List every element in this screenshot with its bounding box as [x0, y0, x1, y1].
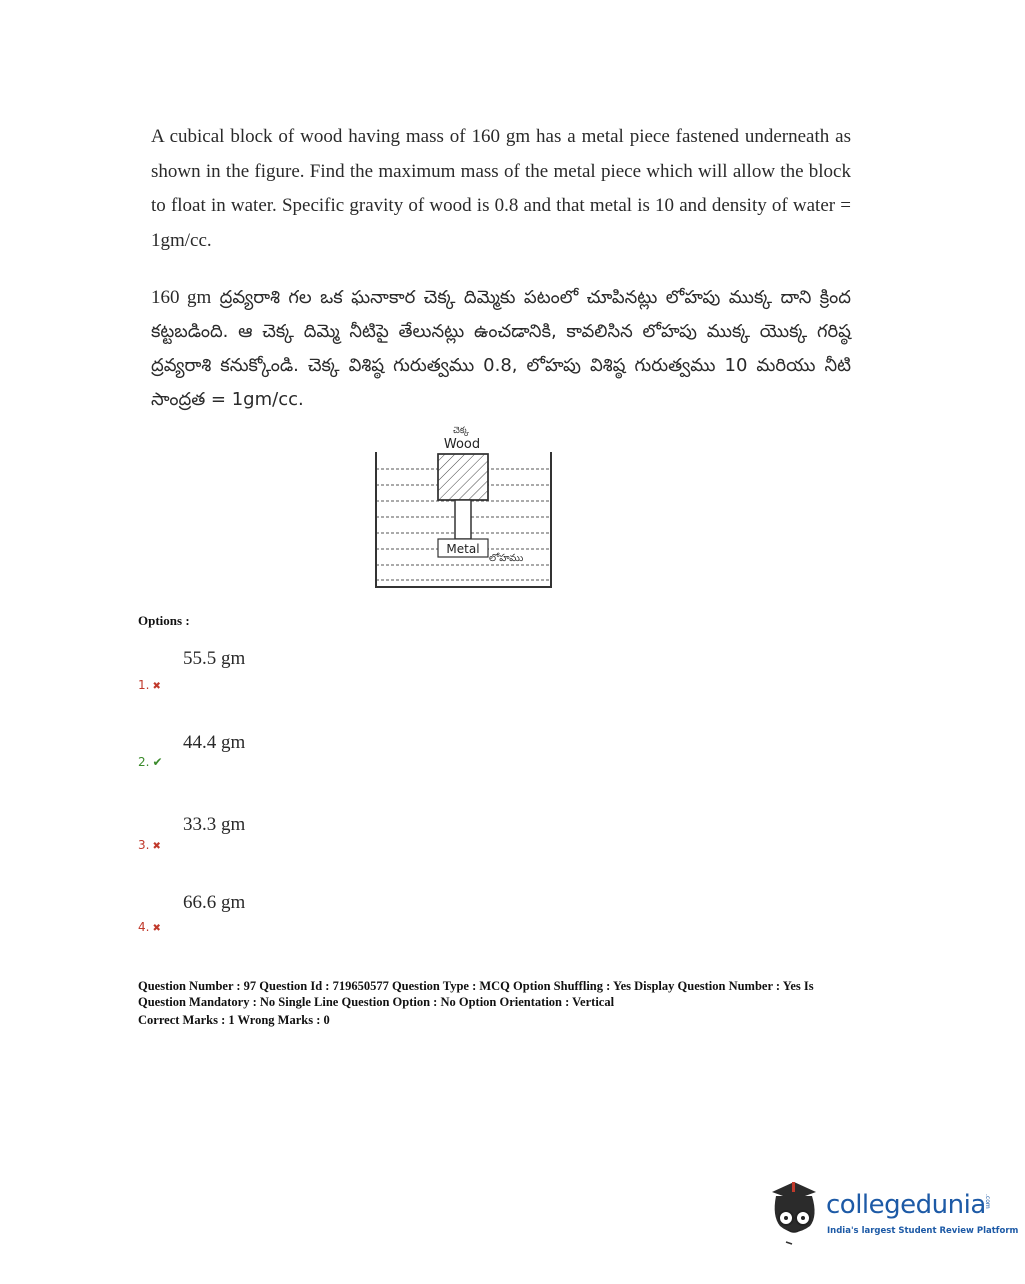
option-2-text: 44.4 gm [183, 732, 246, 753]
options-heading: Options : [138, 613, 190, 628]
option-1-number: 1. ✖ [138, 678, 161, 692]
logo-suffix: .com [984, 1194, 991, 1209]
cross-icon: ✖ [152, 681, 161, 692]
cross-icon: ✖ [152, 841, 161, 852]
option-1-text: 55.5 gm [183, 648, 246, 669]
logo-wordmark: collegedunia [826, 1190, 986, 1220]
metal-label-telugu: లోహము [489, 553, 524, 564]
option-3-text: 33.3 gm [183, 814, 246, 835]
question-telugu [151, 281, 851, 417]
question-telugu-mass: 160 gm [151, 287, 212, 308]
option-2-number: 2. ✔ [138, 755, 163, 769]
question-metadata [138, 978, 898, 1028]
logo-tagline: India's largest Student Review Platform [827, 1226, 1019, 1236]
metadata-line-1: Question Number : 97 Question Id : 719650577 Question Type : MCQ Option Shuffling : Yes Display Question Number : Yes Is [138, 979, 814, 993]
collegedunia-logo[interactable] [766, 1178, 1019, 1248]
metadata-line-2: Question Mandatory : No Single Line Question Option : No Option Orientation : Vertical [138, 995, 615, 1009]
student-mascot-icon [766, 1178, 826, 1248]
connector [455, 500, 471, 539]
option-4-number: 4. ✖ [138, 920, 161, 934]
metadata-line-3: Correct Marks : 1 Wrong Marks : 0 [138, 1013, 330, 1027]
check-icon: ✔ [152, 755, 163, 769]
question-telugu-text: ద్రవ్యరాశి గల ఒక ఘనాకార చెక్క దిమ్మెకు పటంలో చూపినట్లు లోహపు ముక్క దాని క్రింద కట్టబడింది. ఆ చెక్క దిమ్మె నీటిపై తేలునట్లు ఉంచడానికి, కావలిసిన లోహపు ముక్క యొక్క గరిష్ఠ ద్రవ్యరాశి కనుక్కోండి. చెక్క విశిష్ఠ గురుత్వము 0.8, లోహపు విశిష్ఠ గురుత్వము 10 మరియు నీటి సాంద్రత = 1gm/cc. [151, 287, 852, 410]
wood-label-telugu: చెక్క [453, 426, 469, 436]
option-3-number: 3. ✖ [138, 838, 161, 852]
metal-label: Metal [446, 542, 480, 556]
wood-label: Wood [443, 437, 481, 452]
option-4-text: 66.6 gm [183, 892, 246, 913]
question-english: A cubical block of wood having mass of 160 gm has a metal piece fastened underneath as shown in the figure. Find the maximum mass of the metal piece which will allow the block to float in water. Specific gravity of wood is 0.8 and that metal is 10 and density of water = 1gm/cc. [151, 126, 851, 251]
wood-metal-figure [360, 420, 570, 600]
cross-icon: ✖ [152, 923, 161, 934]
